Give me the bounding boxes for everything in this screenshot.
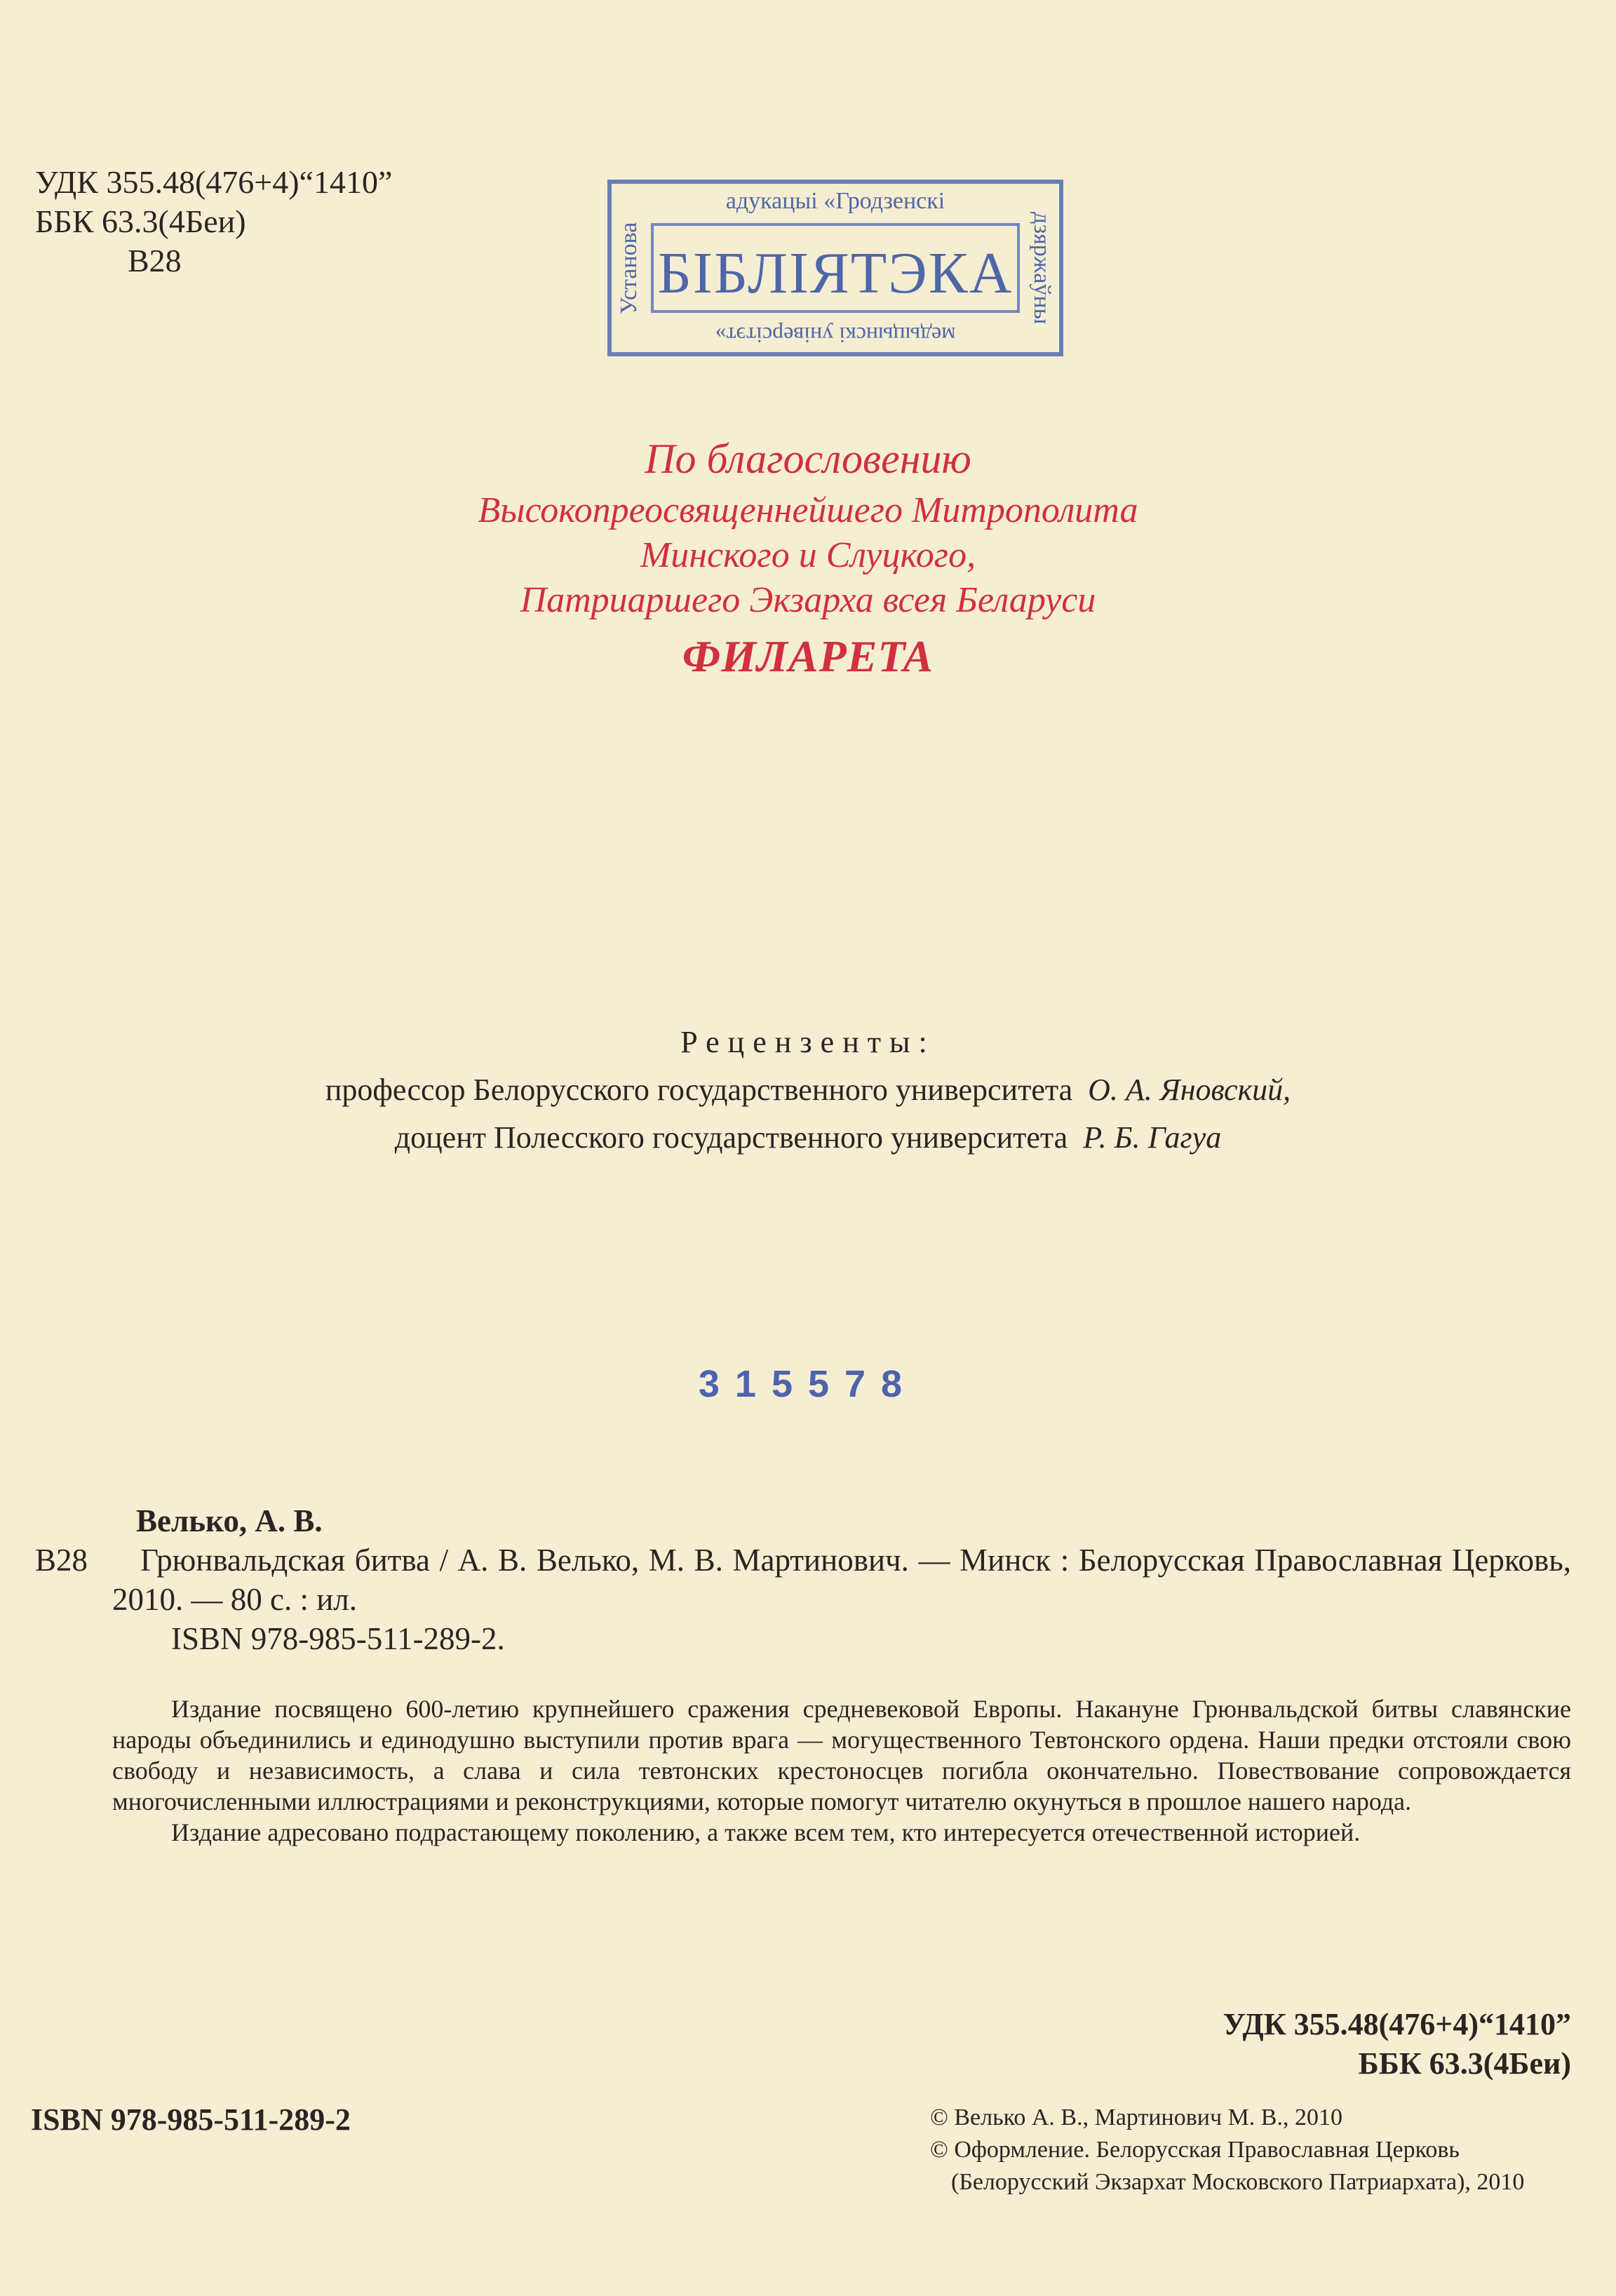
record-author: Велько, А. В. — [136, 1503, 323, 1538]
record-code: В28 — [35, 1543, 88, 1578]
stamp-left-text: Установа — [616, 222, 642, 314]
copyright-line-1: © Велько А. В., Мартинович М. В., 2010 — [930, 2104, 1342, 2130]
stamp-main-text: БІБЛІЯТЭКА — [657, 241, 1014, 306]
blessing-line-2: Высокопреосвященнейшего Митрополита — [478, 490, 1138, 530]
copyright — [930, 2102, 1575, 2198]
reviewers — [0, 1019, 1616, 1162]
udk-code: УДК 355.48(476+4)“1410” — [35, 164, 393, 200]
reviewer-1-name: О. А. Яновский, — [1088, 1073, 1291, 1107]
bibliographic-record — [35, 1501, 1571, 1658]
reviewer-1 — [0, 1066, 1616, 1114]
blessing — [0, 429, 1616, 690]
record-row — [35, 1540, 1571, 1619]
classification-bottom — [1223, 2005, 1571, 2083]
library-stamp — [607, 180, 1063, 356]
reviewers-heading: Рецензенты: — [680, 1025, 936, 1059]
record-isbn: ISBN 978-985-511-289-2. — [171, 1621, 505, 1656]
reviewer-2 — [0, 1114, 1616, 1162]
classification-top — [35, 163, 392, 281]
author-mark: В28 — [128, 243, 182, 278]
annotation — [112, 1693, 1571, 1848]
bbk-code: ББК 63.3(4Беи) — [35, 203, 246, 239]
blessing-line-1: По благословению — [645, 436, 971, 482]
copyright-line-2: © Оформление. Белорусская Православная Церковь — [930, 2137, 1460, 2163]
stamp-inner-frame — [651, 223, 1020, 313]
isbn-bottom: ISBN 978-985-511-289-2 — [31, 2102, 351, 2137]
stamp-right-text: дзяржаўны — [1029, 211, 1055, 325]
blessing-name: ФИЛАРЕТА — [682, 631, 934, 681]
stamp-top-text: адукацыі «Гродзенскі — [725, 188, 945, 214]
udk-code-bottom: УДК 355.48(476+4)“1410” — [1223, 2007, 1571, 2041]
reviewer-2-name: Р. Б. Гагуа — [1083, 1120, 1222, 1155]
record-description: Грюнвальдская битва / А. В. Велько, М. В. Мартинович. — Минск : Белорусская Православная Церковь, 2010. — 80 с. : ил. — [112, 1543, 1571, 1617]
blessing-line-3: Минского и Слуцкого, — [640, 535, 976, 575]
reviewer-1-position: профессор Белорусского государственного университета — [325, 1073, 1073, 1107]
accession-number: 315578 — [698, 1363, 918, 1405]
bbk-code-bottom: ББК 63.3(4Беи) — [1358, 2046, 1571, 2081]
stamp-bottom-text: медыцынскі універсітэт» — [715, 323, 956, 348]
reviewer-2-position: доцент Полесского государственного университета — [394, 1120, 1068, 1155]
annotation-paragraph-2: Издание адресовано подрастающему поколению, а также всем тем, кто интересуется отечественной историей. — [171, 1818, 1361, 1846]
annotation-paragraph-1: Издание посвящено 600-летию крупнейшего сражения средневековой Европы. Накануне Грюнвальдской битвы славянские народы объединились и единодушно выступили против врага — могущественного Тевтонского ордена. Наши предки отстояли свою свободу и независимость, а слава и сила тевтонских крестоносцев погибла окончательно. Повествование сопровождается многочисленными иллюстрациями и реконструкциями, которые помогут читателю окунуться в прошлое нашего народа. — [112, 1695, 1571, 1815]
blessing-line-4: Патриаршего Экзарха всея Беларуси — [520, 580, 1096, 620]
copyright-line-3: (Белорусский Экзархат Московского Патриархата), 2010 — [951, 2169, 1525, 2195]
